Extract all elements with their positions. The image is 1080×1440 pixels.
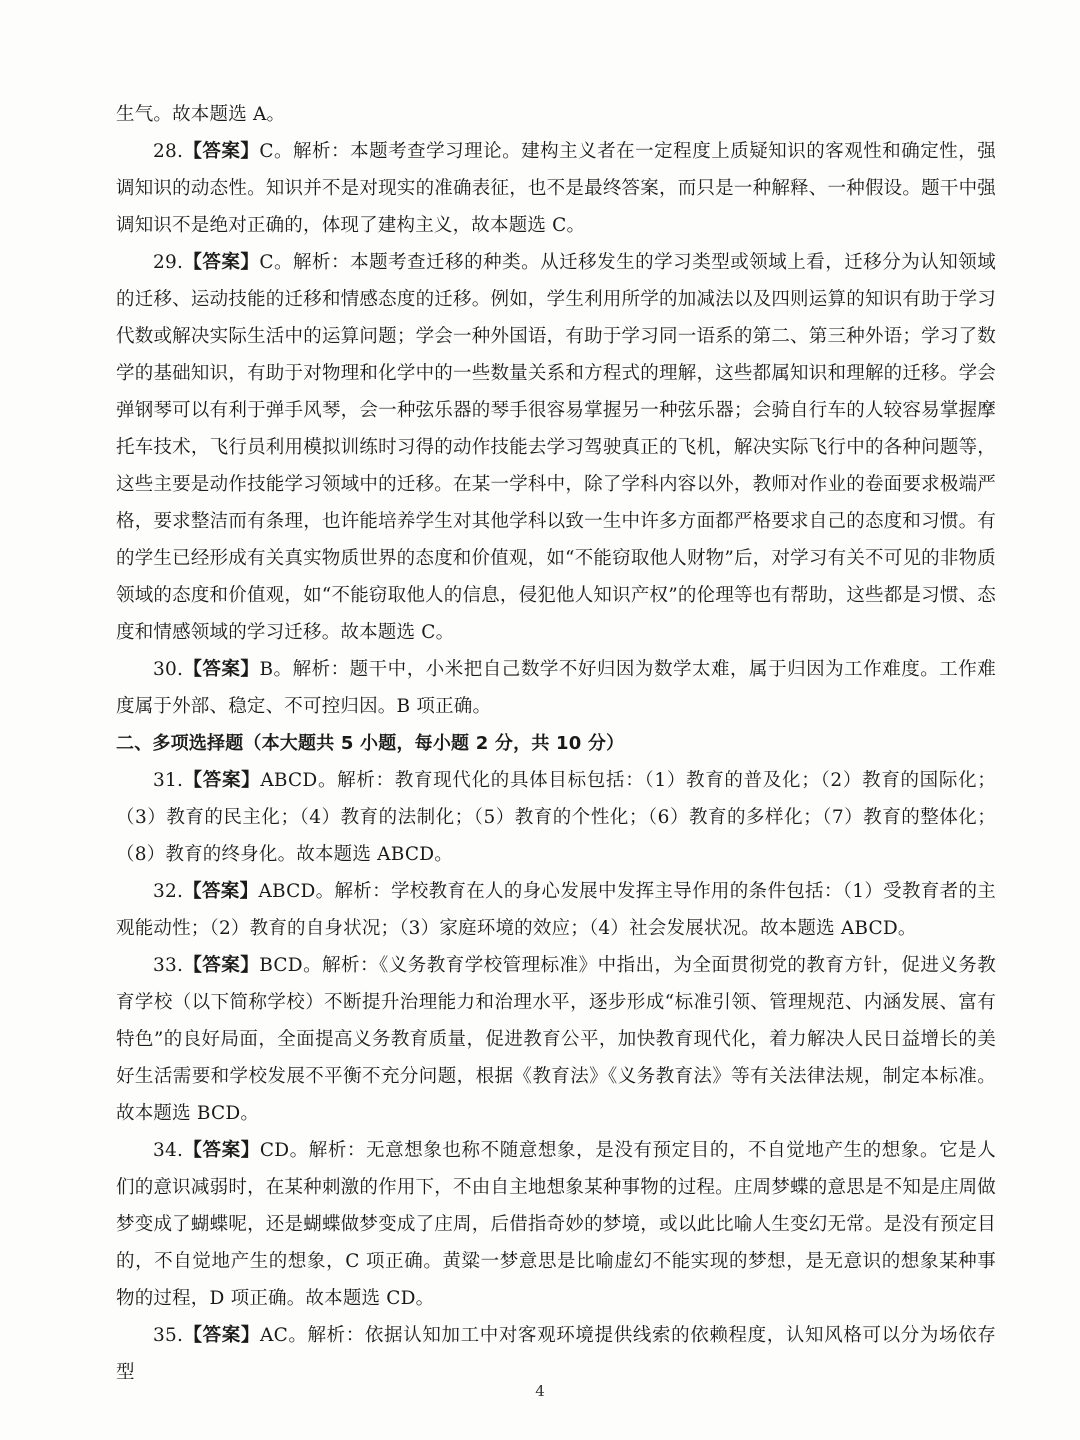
answer-value: AC。 [260, 1325, 308, 1346]
explanation-text: 解析：无意想象也称不随意想象，是没有预定目的，不自觉地产生的想象。它是人们的意识减弱时，在某种刺激的作用下，不由自主地想象某种事物的过程。庄周梦蝶的意思是不知是庄周做梦变成了蝴蝶呢，还是蝴蝶做梦变成了庄周，后借指奇妙的梦境，或以此比喻人生变幻无常。是没有预定目的，不自觉地产生的想象，C 项正确。黄粱一梦意思是比喻虚幻不能实现的梦想，是无意识的想象某种事物的过程，D 项正确。故本题选 CD。 [116, 1140, 996, 1309]
answer-label: 【答案】 [183, 1325, 261, 1346]
answer-label: 【答案】 [183, 659, 260, 680]
answer-value: CD。 [259, 1140, 309, 1161]
question-number: 30. [153, 659, 184, 680]
answer-35 [116, 1317, 996, 1391]
explanation-text: 解析：题干中，小米把自己数学不好归因为数学太难，属于归因为工作难度。工作难度属于外部、稳定、不可控归因。B 项正确。 [116, 659, 996, 717]
paragraph-continuation [116, 96, 996, 133]
question-number: 35. [153, 1325, 184, 1346]
answer-label: 【答案】 [183, 252, 260, 273]
question-number: 28. [153, 141, 184, 162]
question-number: 31. [153, 770, 184, 791]
question-number: 33. [153, 955, 184, 976]
page-content [116, 96, 996, 1391]
answer-value: C。 [259, 141, 294, 162]
paragraph-text: 生气。故本题选 A。 [116, 104, 286, 125]
question-number: 29. [153, 252, 184, 273]
page-number: 4 [535, 1382, 545, 1400]
answer-value: ABCD。 [260, 770, 338, 791]
question-number: 32. [153, 881, 184, 902]
answer-label: 【答案】 [183, 881, 259, 902]
answer-value: B。 [259, 659, 293, 680]
answer-34 [116, 1132, 996, 1317]
question-number: 34. [153, 1140, 184, 1161]
answer-value: C。 [259, 252, 294, 273]
answer-label: 【答案】 [183, 1140, 260, 1161]
answer-28 [116, 133, 996, 244]
answer-33 [116, 947, 996, 1132]
answer-label: 【答案】 [183, 141, 260, 162]
answer-value: BCD。 [259, 955, 323, 976]
section-heading: 二、多项选择题（本大题共 5 小题，每小题 2 分，共 10 分） [116, 733, 625, 754]
explanation-text: 解析：本题考查学习理论。建构主义者在一定程度上质疑知识的客观性和确定性，强调知识的动态性。知识并不是对现实的准确表征，也不是最终答案，而只是一种解释、一种假设。题干中强调知识不是绝对正确的，体现了建构主义，故本题选 C。 [116, 141, 996, 236]
answer-label: 【答案】 [183, 770, 261, 791]
answer-label: 【答案】 [183, 955, 260, 976]
explanation-text: 解析：《义务教育学校管理标准》中指出，为全面贯彻党的教育方针，促进义务教育学校（以下简称学校）不断提升治理能力和治理水平，逐步形成“标准引领、管理规范、内涵发展、富有特色”的良好局面，全面提高义务教育质量，促进教育公平，加快教育现代化，着力解决人民日益增长的美好生活需要和学校发展不平衡不充分问题，根据《教育法》《义务教育法》等有关法律法规，制定本标准。故本题选 BCD。 [116, 955, 996, 1124]
answer-32 [116, 873, 996, 947]
answer-29 [116, 244, 996, 651]
explanation-text: 解析：依据认知加工中对客观环境提供线索的依赖程度，认知风格可以分为场依存型 [116, 1325, 996, 1383]
explanation-text: 解析：教育现代化的具体目标包括：（1）教育的普及化；（2）教育的国际化；（3）教育的民主化；（4）教育的法制化；（5）教育的个性化；（6）教育的多样化；（7）教育的整体化；（8）教育的终身化。故本题选 ABCD。 [116, 770, 996, 865]
answer-value: ABCD。 [258, 881, 335, 902]
explanation-text: 解析：本题考查迁移的种类。从迁移发生的学习类型或领域上看，迁移分为认知领域的迁移、运动技能的迁移和情感态度的迁移。例如，学生利用所学的加减法以及四则运算的知识有助于学习代数或解决实际生活中的运算问题；学会一种外国语，有助于学习同一语系的第二、第三种外语；学习了数学的基础知识，有助于对物理和化学中的一些数量关系和方程式的理解，这些都属知识和理解的迁移。学会弹钢琴可以有利于弹手风琴，会一种弦乐器的琴手很容易掌握另一种弦乐器；会骑自行车的人较容易掌握摩托车技术，飞行员利用模拟训练时习得的动作技能去学习驾驶真正的飞机，解决实际飞行中的各种问题等，这些主要是动作技能学习领域中的迁移。在某一学科中，除了学科内容以外，教师对作业的卷面要求极端严格，要求整洁而有条理，也许能培养学生对其他学科以致一生中许多方面都严格要求自己的态度和习惯。有的学生已经形成有关真实物质世界的态度和价值观，如“不能窃取他人财物”后，对学习有关不可见的非物质领域的态度和价值观，如“不能窃取他人的信息，侵犯他人知识产权”的伦理等也有帮助，这些都是习惯、态度和情感领域的学习迁移。故本题选 C。 [116, 252, 996, 643]
answer-30 [116, 651, 996, 725]
answer-31 [116, 762, 996, 873]
explanation-text: 解析：学校教育在人的身心发展中发挥主导作用的条件包括：（1）受教育者的主观能动性；（2）教育的自身状况；（3）家庭环境的效应；（4）社会发展状况。故本题选 ABCD。 [116, 881, 996, 939]
